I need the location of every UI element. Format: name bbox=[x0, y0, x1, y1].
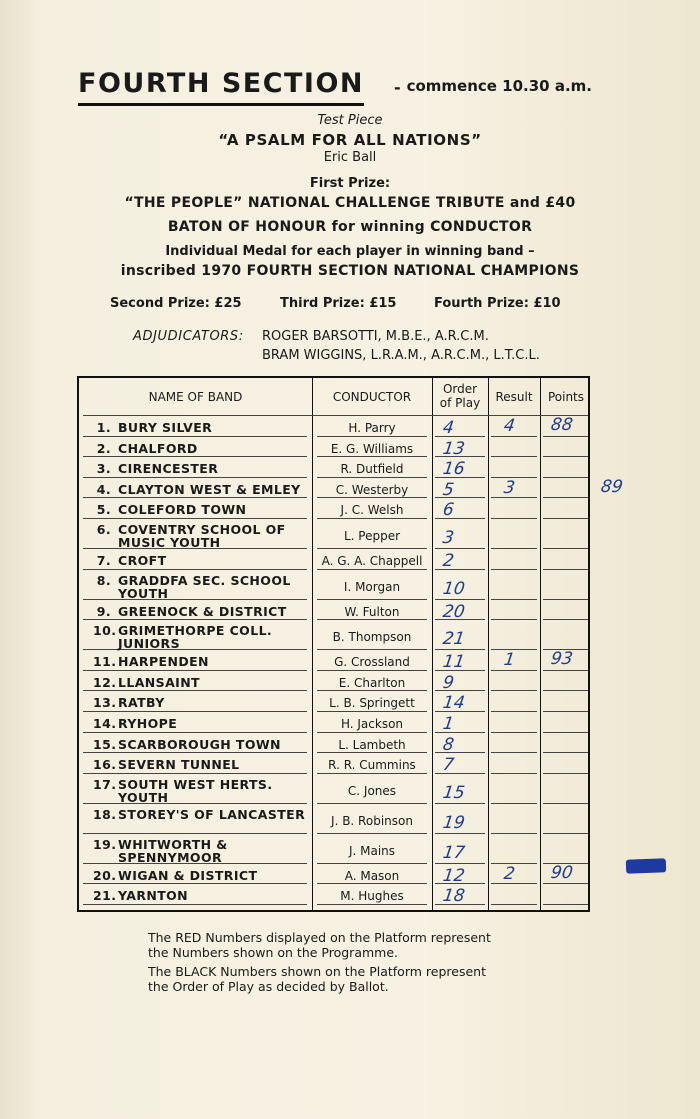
conductor-name: J. Mains bbox=[348, 843, 396, 858]
medal-line2: inscribed 1970 FOURTH SECTION NATIONAL CHAMPIONS bbox=[120, 263, 580, 279]
conductor-name: J. C. Welsh bbox=[340, 503, 404, 518]
row-rule bbox=[491, 690, 537, 691]
row-rule bbox=[317, 497, 427, 498]
result-handwritten: 4 bbox=[502, 416, 517, 436]
column-divider bbox=[540, 378, 541, 910]
band-label: SEVERN TUNNEL bbox=[118, 757, 240, 773]
row-rule bbox=[83, 436, 307, 437]
row-rule bbox=[317, 599, 427, 600]
band-label: RATBY bbox=[118, 695, 165, 711]
row-rule bbox=[317, 518, 427, 519]
conductor-name: G. Crossland bbox=[334, 655, 410, 670]
conductor-name: H. Jackson bbox=[340, 717, 404, 731]
section-header bbox=[78, 68, 598, 108]
row-rule bbox=[491, 619, 537, 620]
row-rule bbox=[83, 619, 307, 620]
row-rule bbox=[83, 477, 307, 478]
row-rule bbox=[83, 456, 307, 457]
conductor-name: I. Morgan bbox=[343, 579, 401, 594]
row-rule bbox=[317, 548, 427, 549]
row-rule bbox=[543, 497, 588, 498]
order-of-play-handwritten: 20 bbox=[441, 601, 467, 622]
composer: Eric Ball bbox=[323, 150, 377, 165]
band-name bbox=[93, 655, 308, 668]
band-name bbox=[93, 554, 308, 567]
header-points: Points bbox=[547, 390, 585, 404]
band-name bbox=[93, 808, 308, 821]
row-rule bbox=[317, 619, 427, 620]
conductor-name: E. G. Williams bbox=[330, 441, 414, 456]
row-rule bbox=[543, 569, 588, 570]
band-label: LLANSAINT bbox=[118, 674, 200, 690]
band-number: 12. bbox=[93, 674, 117, 690]
order-of-play-handwritten: 7 bbox=[441, 755, 456, 776]
row-rule bbox=[317, 803, 427, 804]
band-label: GREENOCK & DISTRICT bbox=[118, 603, 287, 619]
row-rule bbox=[491, 456, 537, 457]
row-rule bbox=[491, 599, 537, 600]
order-of-play-handwritten: 5 bbox=[441, 479, 456, 500]
band-number: 11. bbox=[93, 654, 117, 670]
row-rule bbox=[317, 752, 427, 753]
row-rule bbox=[491, 518, 537, 519]
order-of-play-handwritten: 10 bbox=[441, 578, 467, 599]
row-rule bbox=[491, 548, 537, 549]
band-label: GRIMETHORPE COLL. JUNIORS bbox=[118, 623, 273, 652]
band-label: CHALFORD bbox=[118, 440, 198, 456]
row-rule bbox=[491, 773, 537, 774]
band-number: 3. bbox=[96, 461, 111, 477]
row-rule bbox=[491, 670, 537, 671]
row-rule bbox=[83, 904, 307, 905]
result-handwritten: 2 bbox=[502, 863, 517, 884]
band-name bbox=[93, 838, 308, 864]
row-rule bbox=[543, 833, 588, 834]
order-of-play-handwritten: 1 bbox=[441, 714, 456, 734]
row-rule bbox=[317, 883, 427, 884]
band-label: BURY SILVER bbox=[118, 420, 213, 435]
band-label: SCARBOROUGH TOWN bbox=[118, 736, 281, 752]
section-title: FOURTH SECTION bbox=[78, 68, 364, 106]
order-of-play-handwritten: 17 bbox=[441, 842, 467, 863]
order-of-play-handwritten: 21 bbox=[441, 629, 467, 650]
first-prize-line1: “THE PEOPLE” NATIONAL CHALLENGE TRIBUTE and £40 bbox=[124, 195, 576, 211]
first-prize-label: First Prize: bbox=[309, 176, 391, 191]
row-rule bbox=[435, 649, 485, 650]
first-prize-line2: BATON OF HONOUR for winning CONDUCTOR bbox=[167, 219, 533, 235]
scribble-mark bbox=[626, 858, 666, 873]
band-label: STOREY'S OF LANCASTER bbox=[118, 806, 306, 822]
row-rule bbox=[435, 548, 485, 549]
conductor-name: J. B. Robinson bbox=[331, 813, 413, 828]
row-rule bbox=[317, 863, 427, 864]
row-rule bbox=[543, 904, 588, 905]
row-rule bbox=[543, 732, 588, 733]
band-number: 13. bbox=[93, 695, 117, 711]
band-number: 8. bbox=[96, 572, 111, 588]
row-rule bbox=[491, 904, 537, 905]
conductor-name: L. Lambeth bbox=[338, 737, 406, 752]
order-of-play-handwritten: 4 bbox=[441, 418, 456, 438]
red-numbers-note bbox=[148, 930, 491, 960]
header-rule bbox=[83, 415, 588, 416]
conductor-name: L. Pepper bbox=[343, 529, 401, 543]
band-name bbox=[93, 442, 308, 455]
row-rule bbox=[83, 752, 307, 753]
conductor-name: A. Mason bbox=[344, 868, 400, 883]
row-rule bbox=[543, 599, 588, 600]
band-number: 19. bbox=[93, 836, 117, 852]
order-of-play-handwritten: 15 bbox=[441, 782, 467, 803]
band-number: 9. bbox=[96, 603, 111, 619]
band-name bbox=[93, 483, 308, 496]
row-rule bbox=[543, 773, 588, 774]
row-rule bbox=[83, 518, 307, 519]
row-rule bbox=[543, 803, 588, 804]
row-rule bbox=[317, 711, 427, 712]
row-rule bbox=[543, 711, 588, 712]
band-number: 18. bbox=[93, 806, 117, 822]
header-conductor: CONDUCTOR bbox=[332, 390, 412, 404]
order-of-play-handwritten: 16 bbox=[441, 459, 467, 480]
row-rule bbox=[491, 833, 537, 834]
band-label: CLAYTON WEST & EMLEY bbox=[118, 481, 301, 497]
row-rule bbox=[543, 670, 588, 671]
row-rule bbox=[543, 518, 588, 519]
band-number: 17. bbox=[93, 776, 117, 792]
conductor-name: L. B. Springett bbox=[329, 696, 415, 711]
row-rule bbox=[83, 833, 307, 834]
row-rule bbox=[83, 711, 307, 712]
band-name bbox=[93, 421, 308, 434]
band-label: HARPENDEN bbox=[118, 654, 209, 670]
band-label: SOUTH WEST HERTS. YOUTH bbox=[118, 776, 273, 805]
order-of-play-handwritten: 13 bbox=[441, 438, 467, 459]
test-piece-label: Test Piece bbox=[317, 113, 383, 128]
row-rule bbox=[491, 883, 537, 884]
order-of-play-handwritten: 6 bbox=[441, 500, 456, 521]
row-rule bbox=[543, 548, 588, 549]
band-name bbox=[93, 778, 308, 804]
adjudicator-2: BRAM WIGGINS, L.R.A.M., A.R.C.M., L.T.C.L. bbox=[262, 348, 540, 363]
band-name bbox=[93, 758, 308, 771]
row-rule bbox=[83, 883, 307, 884]
band-number: 2. bbox=[96, 440, 111, 456]
row-rule bbox=[317, 732, 427, 733]
column-divider bbox=[432, 378, 433, 910]
row-rule bbox=[543, 619, 588, 620]
order-of-play-handwritten: 19 bbox=[441, 812, 467, 833]
row-rule bbox=[317, 904, 427, 905]
band-name bbox=[93, 605, 308, 618]
order-of-play-handwritten: 12 bbox=[441, 865, 467, 886]
order-of-play-handwritten: 3 bbox=[441, 528, 456, 548]
band-name bbox=[93, 738, 308, 751]
band-number: 6. bbox=[96, 522, 111, 537]
order-of-play-handwritten: 2 bbox=[441, 551, 456, 571]
band-number: 5. bbox=[96, 502, 111, 518]
fourth-prize: Fourth Prize: £10 bbox=[434, 296, 561, 311]
band-number: 21. bbox=[93, 888, 117, 904]
row-rule bbox=[543, 436, 588, 437]
band-number: 14. bbox=[93, 716, 117, 731]
adjudicator-1: ROGER BARSOTTI, M.B.E., A.R.C.M. bbox=[262, 329, 489, 344]
order-of-play-handwritten: 14 bbox=[441, 693, 467, 714]
row-rule bbox=[317, 833, 427, 834]
row-rule bbox=[543, 477, 588, 478]
row-rule bbox=[491, 711, 537, 712]
conductor-name: E. Charlton bbox=[338, 675, 406, 690]
row-rule bbox=[491, 732, 537, 733]
order-of-play-handwritten: 9 bbox=[441, 672, 456, 693]
band-label: WHITWORTH & SPENNYMOOR bbox=[118, 836, 228, 865]
band-number: 4. bbox=[96, 481, 111, 497]
points-handwritten: 93 bbox=[549, 649, 575, 670]
bands-table bbox=[77, 376, 625, 912]
points-handwritten: 88 bbox=[549, 415, 575, 435]
band-number: 15. bbox=[93, 736, 117, 752]
row-rule bbox=[491, 752, 537, 753]
row-rule bbox=[83, 497, 307, 498]
test-piece-title: “A PSALM FOR ALL NATIONS” bbox=[218, 131, 482, 149]
band-name bbox=[93, 717, 308, 730]
points-handwritten: 90 bbox=[549, 862, 575, 883]
band-label: COVENTRY SCHOOL OF MUSIC YOUTH bbox=[118, 522, 286, 550]
band-label: CROFT bbox=[118, 553, 167, 568]
header-order-line1: Order bbox=[442, 382, 478, 396]
commence-time: commence 10.30 a.m. bbox=[406, 77, 592, 95]
order-of-play-handwritten: 18 bbox=[441, 886, 467, 907]
band-label: CIRENCESTER bbox=[118, 461, 219, 477]
row-rule bbox=[83, 670, 307, 671]
row-rule bbox=[491, 497, 537, 498]
result-handwritten: 3 bbox=[502, 477, 517, 498]
band-name bbox=[93, 676, 308, 689]
medal-line1: Individual Medal for each player in winning band – bbox=[165, 244, 535, 259]
band-number: 7. bbox=[96, 553, 111, 568]
band-number: 16. bbox=[93, 757, 117, 773]
conductor-name: R. R. Cummins bbox=[328, 758, 416, 773]
row-rule bbox=[83, 569, 307, 570]
row-rule bbox=[317, 690, 427, 691]
row-rule bbox=[317, 436, 427, 437]
row-rule bbox=[83, 732, 307, 733]
conductor-name: C. Jones bbox=[347, 783, 397, 798]
band-label: COLEFORD TOWN bbox=[118, 502, 247, 518]
header-result: Result bbox=[495, 390, 533, 404]
header-band: NAME OF BAND bbox=[148, 390, 243, 404]
row-rule bbox=[543, 690, 588, 691]
row-rule bbox=[317, 477, 427, 478]
band-label: WIGAN & DISTRICT bbox=[118, 867, 258, 883]
row-rule bbox=[543, 456, 588, 457]
conductor-name: M. Hughes bbox=[340, 889, 404, 904]
header-dash: - bbox=[394, 78, 401, 97]
band-name bbox=[93, 869, 308, 882]
note-line: The RED Numbers displayed on the Platform represent bbox=[148, 930, 491, 945]
band-name bbox=[93, 503, 308, 516]
band-label: YARNTON bbox=[118, 888, 189, 904]
row-rule bbox=[83, 690, 307, 691]
row-rule bbox=[317, 649, 427, 650]
row-rule bbox=[543, 883, 588, 884]
band-name bbox=[93, 523, 308, 549]
note-line: The BLACK Numbers shown on the Platform represent bbox=[148, 964, 486, 979]
conductor-name: C. Westerby bbox=[335, 482, 409, 497]
points-handwritten: 89 bbox=[599, 476, 625, 497]
conductor-name: A. G. A. Chappell bbox=[321, 554, 423, 568]
band-label: RYHOPE bbox=[118, 716, 178, 731]
band-name bbox=[93, 462, 308, 475]
band-label: GRADDFA SEC. SCHOOL YOUTH bbox=[118, 572, 291, 601]
note-line: the Numbers shown on the Programme. bbox=[148, 945, 398, 960]
third-prize: Third Prize: £15 bbox=[280, 296, 397, 311]
second-prize: Second Prize: £25 bbox=[110, 296, 242, 311]
adjudicators-label: ADJUDICATORS: bbox=[133, 329, 244, 344]
band-number: 20. bbox=[93, 867, 117, 883]
band-number: 10. bbox=[93, 623, 117, 639]
conductor-name: R. Dutfield bbox=[340, 462, 404, 477]
header-order-line2: of Play bbox=[439, 396, 481, 410]
column-divider bbox=[488, 378, 489, 910]
row-rule bbox=[83, 773, 307, 774]
conductor-name: W. Fulton bbox=[344, 604, 400, 619]
conductor-name: H. Parry bbox=[348, 421, 396, 435]
band-number: 1. bbox=[96, 420, 111, 435]
row-rule bbox=[317, 569, 427, 570]
band-name bbox=[93, 889, 308, 902]
black-numbers-note bbox=[148, 964, 486, 994]
row-rule bbox=[317, 773, 427, 774]
note-line: the Order of Play as decided by Ballot. bbox=[148, 979, 389, 994]
band-name bbox=[93, 624, 308, 650]
conductor-name: B. Thompson bbox=[332, 630, 412, 645]
row-rule bbox=[491, 803, 537, 804]
order-of-play-handwritten: 8 bbox=[441, 734, 456, 755]
band-name bbox=[93, 574, 308, 600]
row-rule bbox=[491, 436, 537, 437]
result-handwritten: 1 bbox=[502, 650, 517, 671]
row-rule bbox=[491, 569, 537, 570]
row-rule bbox=[317, 456, 427, 457]
order-of-play-handwritten: 11 bbox=[441, 652, 467, 673]
row-rule bbox=[543, 752, 588, 753]
band-name bbox=[93, 696, 308, 709]
row-rule bbox=[317, 670, 427, 671]
